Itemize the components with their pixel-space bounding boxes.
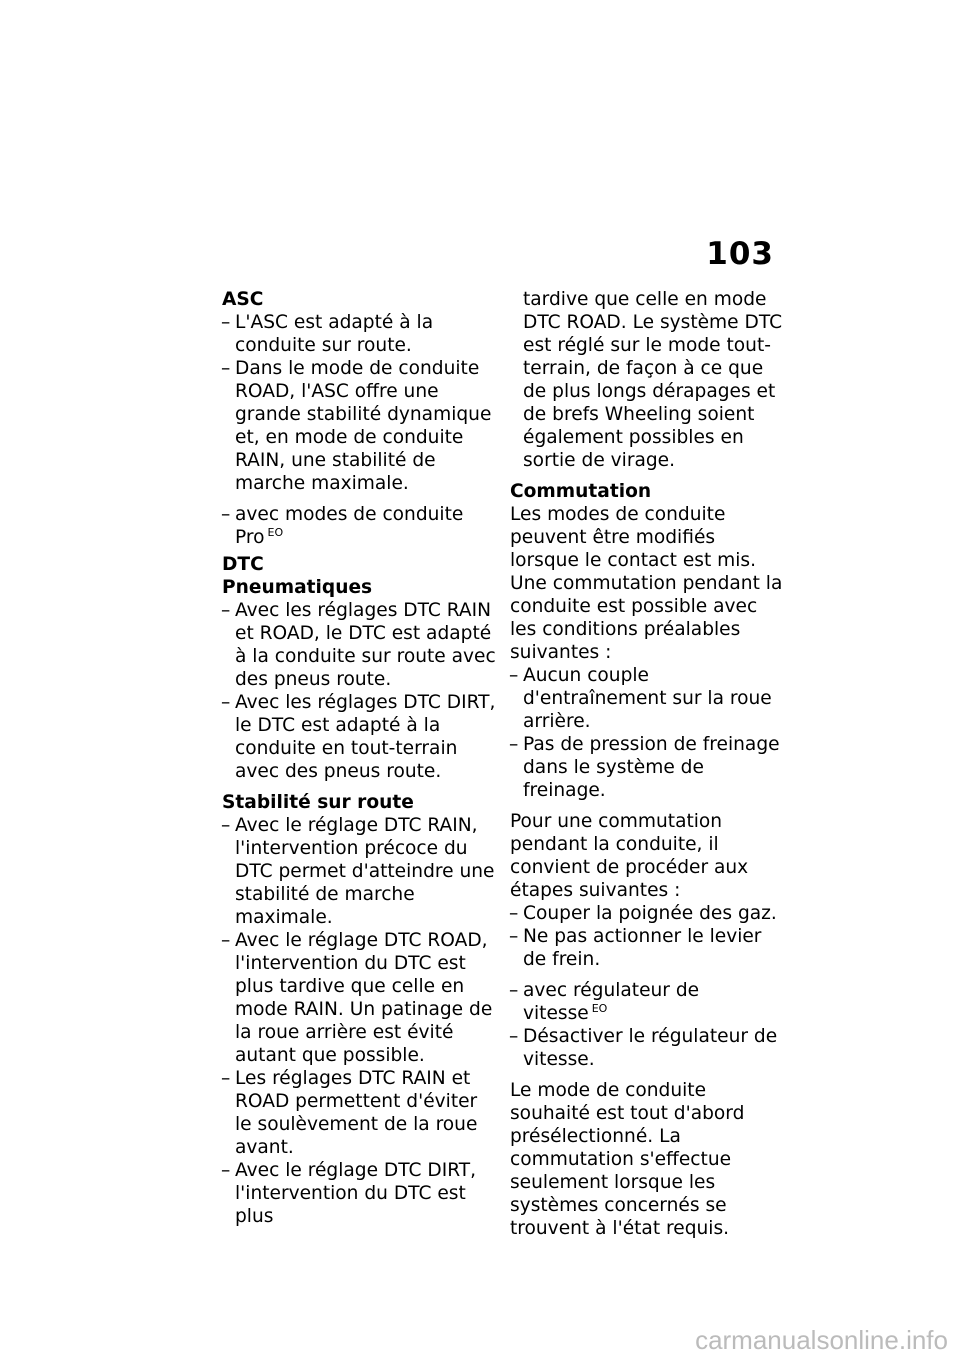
list-item: – Aucun couple d'entraînement sur la roue arrière. bbox=[510, 664, 785, 733]
list-item: – Les réglages DTC RAIN et ROAD permettent d'éviter le soulèvement de la roue avant. bbox=[222, 1067, 496, 1159]
pneumatiques-heading: Pneumatiques bbox=[222, 577, 373, 598]
final-paragraph: Le mode de conduite souhaité est tout d'abord présélectionné. La commutation s'effectue seulement lorsque les systèmes concernés se trouvent à l'état requis. bbox=[510, 1080, 745, 1239]
option-pro-label: avec modes de conduite bbox=[235, 504, 464, 525]
option-mark: EO bbox=[591, 1002, 608, 1015]
option-cruise-label: avec régulateur de vitesse bbox=[523, 980, 700, 1024]
list-item: – Dans le mode de conduite ROAD, l'ASC offre une grande stabilité dynamique et, en mode de conduite RAIN, une stabilité de marche maximale. bbox=[222, 357, 496, 495]
list-item: – Avec le réglage DTC RAIN, l'intervention précoce du DTC permet d'atteindre une stabilité de marche maximale. bbox=[222, 814, 496, 929]
page-number: 103 bbox=[706, 236, 774, 272]
continuation-text: tardive que celle en mode DTC ROAD. Le système DTC est réglé sur le mode tout-terrain, de façon à ce que de plus longs dérapages et de brefs Wheeling soient également possibles en sortie de virage. bbox=[523, 289, 783, 471]
asc-heading: ASC bbox=[222, 289, 264, 310]
option-pro-modes bbox=[222, 503, 496, 549]
option-pro-word: Pro bbox=[235, 527, 265, 548]
stabilite-heading: Stabilité sur route bbox=[222, 792, 414, 813]
list-item: – Avec le réglage DTC ROAD, l'intervention du DTC est plus tardive que celle en mode RAIN. Un patinage de la roue arrière est évité autant que possible. bbox=[222, 929, 496, 1067]
list-item: – Avec les réglages DTC RAIN et ROAD, le DTC est adapté à la conduite sur route avec des pneus route. bbox=[222, 599, 496, 691]
list-item: – Couper la poignée des gaz. bbox=[510, 902, 785, 925]
list-item: – L'ASC est adapté à la conduite sur route. bbox=[222, 311, 496, 357]
commutation-heading: Commutation bbox=[510, 481, 652, 502]
list-item: – Désactiver le régulateur de vitesse. bbox=[510, 1025, 785, 1071]
list-item: – Pas de pression de freinage dans le système de freinage. bbox=[510, 733, 785, 802]
list-item: – Avec les réglages DTC DIRT, le DTC est adapté à la conduite en tout-terrain avec des pneus route. bbox=[222, 691, 496, 783]
left-column bbox=[222, 288, 496, 1228]
watermark-text: carmanualsonline.info bbox=[695, 1325, 948, 1355]
option-cruise-control bbox=[510, 979, 785, 1025]
dtc-heading: DTC bbox=[222, 554, 264, 575]
steps-paragraph: Pour une commutation pendant la conduite, il convient de procéder aux étapes suivantes : bbox=[510, 811, 749, 901]
option-mark: EO bbox=[267, 526, 284, 539]
list-item: – Avec le réglage DTC DIRT, l'intervention du DTC est plus bbox=[222, 1159, 496, 1228]
list-item: – Ne pas actionner le levier de frein. bbox=[510, 925, 785, 971]
commutation-paragraph: Les modes de conduite peuvent être modifiés lorsque le contact est mis. Une commutation pendant la conduite est possible avec les conditions préalables suivantes : bbox=[510, 504, 783, 663]
right-column bbox=[510, 288, 785, 1240]
